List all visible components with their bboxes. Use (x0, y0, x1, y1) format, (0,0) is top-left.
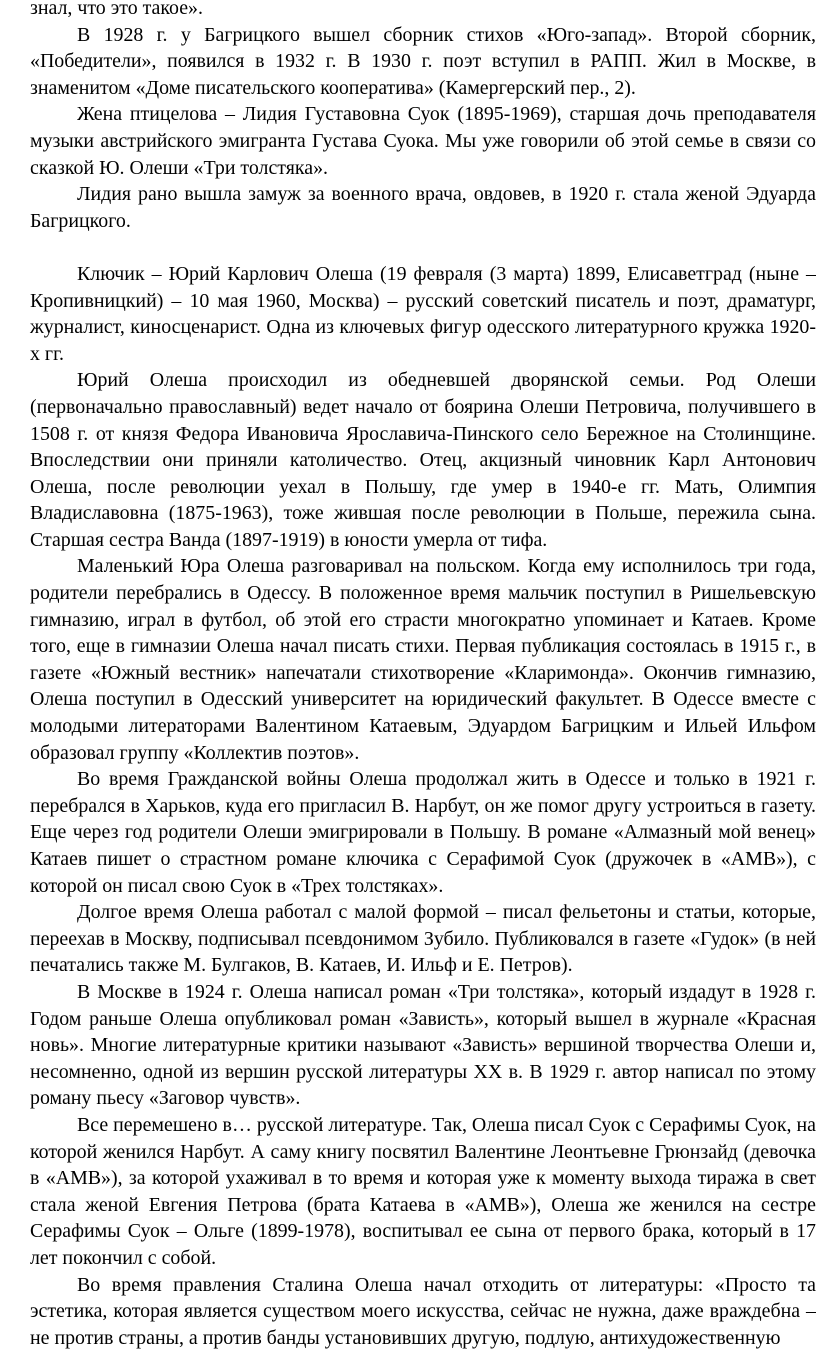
document-page (30, 0, 816, 1351)
paragraph-olesha-intro: Ключик – Юрий Карлович Олеша (19 февраля (3 марта) 1899, Елисаветград (ныне – Кропивницкий) – 10 мая 1960, Москва) – русский советский писатель и поэт, драматург, журналист, киносценарист. Одна из ключевых фигур одесского литературного кружка 1920-х гг. (30, 261, 816, 367)
paragraph-mixed-literature: Все перемешено в… русской литературе. Так, Олеша писал Суок с Серафимы Суок, на которой женился Нарбут. А саму книгу посвятил Валентине Леонтьевне Грюнзайд (девочка в «АМВ»), за которой ухаживал в то время и которая уже к моменту выхода тиража в свет стала женой Евгения Петрова (брата Катаева в «АМВ»), Олеша же женился на сестре Серафимы Суок – Ольге (1899-1978), воспитывал ее сына от первого брака, который в 17 лет покончил с собой. (30, 1112, 816, 1272)
paragraph-stalin-era: Во время правления Сталина Олеша начал отходить от литературы: «Просто та эстетика, которая является существом моего искусства, сейчас не нужна, даже враждебна – не против страны, а против банды установивших другую, подлую, антихудожественную (30, 1272, 816, 1351)
paragraph-moscow-novels: В Москве в 1924 г. Олеша написал роман «Три толстяка», который издадут в 1928 г. Годом раньше Олеша опубликовал роман «Зависть», который вышел в журнале «Красная новь». Многие литературные критики называют «Зависть» вершиной творчества Олеши и, несомненно, одной из вершин русской литературы XX в. В 1929 г. автор написал по этому роману пьесу «Заговор чувств». (30, 979, 816, 1112)
paragraph-small-forms: Долгое время Олеша работал с малой формой – писал фельетоны и статьи, которые, переехав в Москву, подписывал псевдонимом Зубило. Публиковался в газете «Гудок» (в ней печатались также М. Булгаков, В. Катаев, И. Ильф и Е. Петров). (30, 899, 816, 979)
paragraph-lidia-marriage: Лидия рано вышла замуж за военного врача, овдовев, в 1920 г. стала женой Эдуарда Багрицкого. (30, 181, 816, 234)
paragraph-lidia-suok: Жена птицелова – Лидия Густавовна Суок (1895-1969), старшая дочь преподавателя музыки австрийского эмигранта Густава Суока. Мы уже говорили об этой семье в связи со сказкой Ю. Олеши «Три толстяка». (30, 101, 816, 181)
paragraph-olesha-youth: Маленький Юра Олеша разговаривал на польском. Когда ему исполнилось три года, родители перебрались в Одессу. В положенное время мальчик поступил в Ришельевскую гимназию, играл в футбол, об этой его страсти многократно упоминает и Катаев. Кроме того, еще в гимназии Олеша начал писать стихи. Первая публикация состоялась в 1915 г., в газете «Южный вестник» напечатали стихотворение «Кларимонда». Окончив гимназию, Олеша поступил в Одесский университет на юридический факультет. В Одессе вместе с молодыми литераторами Валентином Катаевым, Эдуардом Багрицким и Ильей Ильфом образовал группу «Коллектив поэтов». (30, 553, 816, 766)
paragraph-civil-war: Во время Гражданской войны Олеша продолжал жить в Одессе и только в 1921 г. перебрался в Харьков, куда его пригласил В. Нарбут, он же помог другу устроиться в газету. Еще через год родители Олеши эмигрировали в Польшу. В романе «Алмазный мой венец» Катаев пишет о страстном романе ключика с Серафимой Суок (дружочек в «АМВ»), с которой он писал свою Суок в «Трех толстяках». (30, 766, 816, 899)
paragraph-continuation: знал, что это такое». (30, 0, 816, 22)
paragraph-olesha-family: Юрий Олеша происходил из обедневшей дворянской семьи. Род Олеши (первоначально православный) ведет начало от боярина Олеши Петровича, получившего в 1508 г. от князя Федора Ивановича Ярославича-Пинского село Бережное на Столинщине. Впоследствии они приняли католичество. Отец, акцизный чиновник Карл Антонович Олеша, после революции уехал в Польшу, где умер в 1940-е гг. Мать, Олимпия Владиславовна (1875-1963), тоже жившая после революции в Польше, пережила сына. Старшая сестра Ванда (1897-1919) в юности умерла от тифа. (30, 367, 816, 553)
paragraph-bagritsky-collections: В 1928 г. у Багрицкого вышел сборник стихов «Юго-запад». Второй сборник, «Победители», появился в 1932 г. В 1930 г. поэт вступил в РАПП. Жил в Москве, в знаменитом «Доме писательского кооператива» (Камергерский пер., 2). (30, 22, 816, 102)
paragraph-spacer (30, 234, 816, 261)
